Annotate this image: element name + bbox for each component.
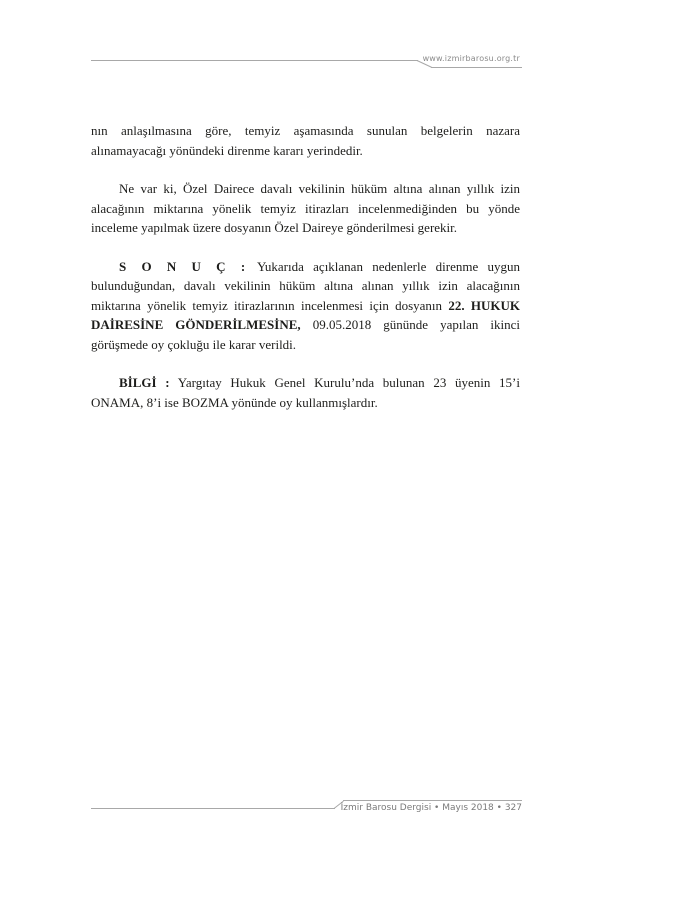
paragraph-1: nın anlaşılmasına göre, temyiz aşamasında sunulan belgelerin nazara alınamayacağı yönündeki direnme kararı yerindedir. [91, 123, 520, 158]
header-url: www.izmirbarosu.org.tr [422, 54, 520, 63]
paragraph-bilgi [91, 373, 520, 412]
paragraph-2: Ne var ki, Özel Dairece davalı vekilinin hüküm altına alınan yıllık izin alacağının miktarına yönelik temyiz itirazları incelenmediğinden bu yönde inceleme yapılmak üzere dosyanın Özel Daireye gönderilmesi gerekir. [91, 181, 520, 235]
footer-rule-right [343, 800, 522, 801]
sonuc-bold: 22. HUKUK DAİRESİNE GÖNDERİLMESİNE, [91, 297, 520, 332]
bilgi-text: Yargıtay Hukuk Genel Kurulu’nda bulunan 23 üyenin 15’i ONAMA, 8’i ise BOZMA yönünde oy kullanmışlardır. [91, 375, 520, 410]
page-body [91, 121, 520, 431]
footer-rule [91, 808, 335, 809]
header-rule-right [431, 67, 522, 68]
bilgi-label: BİLGİ : [119, 375, 170, 390]
header-rule [91, 60, 418, 61]
footer-text: İzmir Barosu Dergisi • Mayıs 2018 • 327 [340, 803, 522, 813]
sonuc-text-a: Yukarıda açıklanan nedenlerle direnme uygun bulunduğundan, davalı vekilinin hüküm altına alınan yıllık izin alacağının miktarına yönelik temyiz itirazlarının incelenmesi için dosyanın [91, 258, 520, 313]
paragraph-sonuc [91, 257, 520, 355]
sonuc-label: S O N U Ç : [119, 258, 249, 274]
sonuc-text-b: 09.05.2018 gününde yapılan ikinci görüşmede oy çokluğu ile karar verildi. [91, 317, 521, 352]
